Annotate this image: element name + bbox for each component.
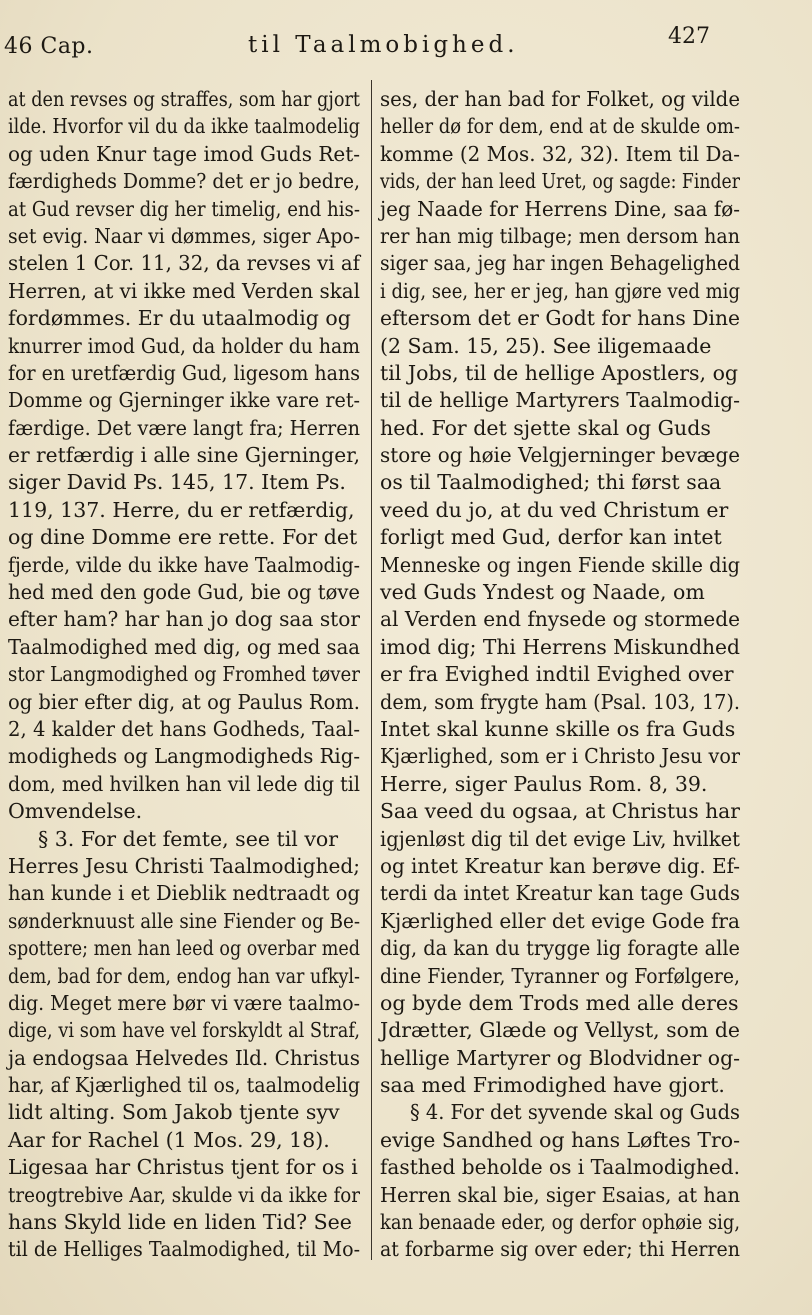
text-line: dige, vi som have vel forskyldt al Straf,: [8, 1018, 360, 1043]
text-line: Aar for Rachel (1 Mos. 29, 18).: [8, 1127, 330, 1152]
text-line: ja endogsaa Helvedes Ild. Christus: [8, 1045, 360, 1070]
column-divider: [371, 80, 372, 1260]
text-line: og uden Knur tage imod Guds Ret-: [8, 141, 360, 166]
text-line: efter ham? har han jo dog saa stor: [8, 607, 360, 632]
text-line: stor Langmodighed og Fromhed tøver: [8, 662, 360, 687]
text-line: dig, da kan du trygge lig foragte alle: [380, 936, 740, 961]
text-line: Taalmodighed med dig, og med saa: [8, 634, 360, 659]
text-line: hans Skyld lide en liden Tid? See: [8, 1210, 352, 1235]
text-line: fordømmes. Er du utaalmodig og: [8, 306, 351, 331]
text-line: at den revses og straffes, som har gjort: [8, 87, 360, 111]
text-line: ved Guds Yndest og Naade, om: [380, 580, 705, 605]
text-line: al Verden end fnysede og stormede: [380, 607, 740, 632]
text-line: Kjærlighed, som er i Christo Jesu vor: [380, 744, 740, 769]
text-line: Kjærlighed eller det evige Gode fra: [380, 908, 740, 933]
text-line: spottere; men han leed og overbar med: [8, 936, 360, 961]
text-line: og byde dem Trods med alle deres: [380, 990, 739, 1015]
text-line: jeg Naade for Herrens Dine, saa fø-: [380, 196, 740, 221]
text-line: evige Sandhed og hans Løftes Tro-: [380, 1127, 740, 1152]
running-title: til Taalmobighed.: [248, 32, 519, 58]
text-line: siger saa, jeg har ingen Behagelighed: [380, 251, 740, 276]
text-line: Omvendelse.: [8, 799, 143, 824]
text-line: Intet skal kunne skille os fra Guds: [380, 716, 736, 741]
text-line: fasthed beholde os i Taalmodighed.: [380, 1155, 740, 1180]
text-line: rer han mig tilbage; men dersom han: [380, 223, 740, 248]
text-line: færdigheds Domme? det er jo bedre,: [8, 169, 360, 194]
text-line: vids, der han leed Uret, og sagde: Finder: [380, 169, 740, 194]
text-line: hellige Martyrer og Blodvidner og-: [380, 1045, 740, 1070]
text-line: hed. For det sjette skal og Guds: [380, 415, 711, 440]
text-line: knurrer imod Gud, da holder du ham: [8, 333, 360, 358]
text-line: 119, 137. Herre, du er retfærdig,: [8, 497, 355, 522]
text-line: i dig, see, her er jeg, han gjøre ved mig: [380, 278, 740, 303]
text-line: til Jobs, til de hellige Apostlers, og: [380, 360, 739, 385]
text-line: dig. Meget mere bør vi være taalmo-: [8, 990, 360, 1015]
text-line: færdige. Det være langt fra; Herren: [8, 415, 360, 440]
text-line: kan benaade eder, og derfor ophøie sig,: [380, 1210, 740, 1235]
text-line: § 4. For det syvende skal og Guds: [410, 1100, 740, 1125]
text-line: Domme og Gjerninger ikke vare ret-: [8, 388, 360, 413]
text-line: os til Taalmodighed; thi først saa: [380, 470, 722, 495]
text-line: siger David Ps. 145, 17. Item Ps.: [8, 470, 346, 495]
text-line: modigheds og Langmodigheds Rig-: [8, 744, 360, 769]
right-column: [380, 86, 740, 1264]
text-line: 2, 4 kalder det hans Godheds, Taal-: [8, 716, 360, 741]
text-line: komme (2 Mos. 32, 32). Item til Da-: [380, 141, 740, 166]
text-line: Menneske og ingen Fiende skille dig: [380, 552, 740, 577]
text-line: imod dig; Thi Herrens Miskundhed: [380, 634, 740, 659]
chapter-marker: 46 Cap.: [4, 34, 94, 59]
text-line: og bier efter dig, at og Paulus Rom.: [8, 689, 360, 714]
text-line: Herre, siger Paulus Rom. 8, 39.: [380, 771, 708, 796]
text-line: til de hellige Martyrers Taalmodig-: [380, 388, 740, 413]
text-line: har, af Kjærlighed til os, taalmodelig: [8, 1073, 360, 1098]
page-number: 427: [668, 24, 710, 49]
text-line: Saa veed du ogsaa, at Christus har: [380, 799, 740, 824]
text-line: og intet Kreatur kan berøve dig. Ef-: [380, 853, 740, 878]
text-line: Ligesaa har Christus tjent for os i: [8, 1155, 358, 1180]
text-line: stelen 1 Cor. 11, 32, da revses vi af: [8, 251, 360, 276]
text-line: § 3. For det femte, see til vor: [38, 826, 339, 851]
text-line: Herren, at vi ikke med Verden skal: [8, 278, 360, 303]
text-line: forligt med Gud, derfor kan intet: [380, 525, 722, 550]
text-line: heller dø for dem, end at de skulde om-: [380, 114, 740, 139]
text-line: veed du jo, at du ved Christum er: [380, 497, 729, 522]
left-column: [8, 86, 360, 1264]
text-line: ilde. Hvorfor vil du da ikke taalmodelig: [8, 114, 360, 139]
text-line: ses, der han bad for Folket, og vilde: [380, 87, 740, 111]
text-line: fjerde, vilde du ikke have Taalmodig-: [8, 552, 360, 577]
text-line: Jdrætter, Glæde og Vellyst, som de: [380, 1018, 740, 1043]
text-line: dine Fiender, Tyranner og Forfølgere,: [380, 963, 740, 988]
text-line: Herres Jesu Christi Taalmodighed;: [8, 853, 360, 878]
text-line: sønderknuust alle sine Fiender og Be-: [8, 908, 360, 933]
text-line: dem, bad for dem, endog han var ufkyl-: [8, 963, 360, 988]
text-line: hed med den gode Gud, bie og tøve: [8, 580, 360, 605]
text-line: store og høie Velgjerninger bevæge: [380, 443, 740, 468]
text-line: til de Helliges Taalmodighed, til Mo-: [8, 1237, 360, 1262]
text-line: eftersom det er Godt for hans Dine: [380, 306, 740, 331]
text-line: igjenløst dig til det evige Liv, hvilket: [380, 826, 740, 851]
text-line: at forbarme sig over eder; thi Herren: [380, 1237, 740, 1262]
text-line: dom, med hvilken han vil lede dig til: [8, 771, 360, 796]
text-line: for en uretfærdig Gud, ligesom hans: [8, 360, 360, 385]
text-line: Herren skal bie, siger Esaias, at han: [380, 1182, 740, 1207]
text-line: og dine Domme ere rette. For det: [8, 525, 358, 550]
text-line: er fra Evighed indtil Evighed over: [380, 662, 734, 687]
text-line: (2 Sam. 15, 25). See iligemaade: [380, 333, 712, 358]
text-line: er retfærdig i alle sine Gjerninger,: [8, 443, 360, 468]
text-line: set evig. Naar vi dømmes, siger Apo-: [8, 223, 360, 248]
text-line: treogtrebive Aar, skulde vi da ikke for: [8, 1182, 360, 1207]
text-line: dem, som frygte ham (Psal. 103, 17).: [380, 689, 740, 714]
text-line: han kunde i et Dieblik nedtraadt og: [8, 881, 360, 906]
page-header: [0, 24, 812, 64]
text-line: at Gud revser dig her timelig, end his-: [8, 196, 360, 221]
text-line: terdi da intet Kreatur kan tage Guds: [380, 881, 740, 906]
text-line: saa med Frimodighed have gjort.: [380, 1073, 725, 1098]
text-line: lidt alting. Som Jakob tjente syv: [8, 1100, 340, 1125]
